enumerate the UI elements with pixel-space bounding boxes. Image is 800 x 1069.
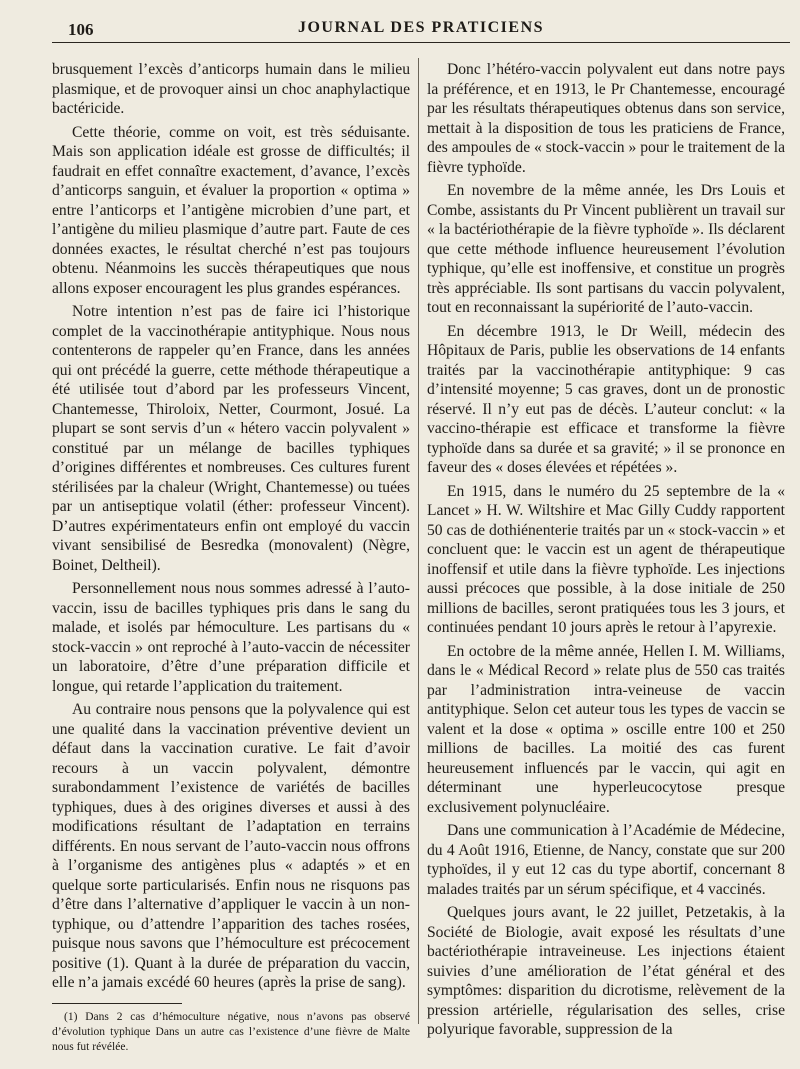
paragraph: Cette théorie, comme on voit, est très séduisante. Mais son application idéale est grosse de difficultés; il faudrait en effet connaître exactement, d’avance, l’excès d’anticorps sanguin, et évaluer la proportion « optima » entre l’anticorps et l’antigène microbien d’une part, et l’antigène du milieu plasmique d’autre part. Faute de ces données exactes, le résultat cherché n’est pas toujours obtenu. Néanmoins les succès thérapeutiques que nous allons exposer encouragent les plus grandes espérances.	[52, 123, 410, 297]
paragraph: En novembre de la même année, les Drs Louis et Combe, assistants du Pr Vincent publièrent un travail sur « la bactériothérapie de la fièvre typhoïde ». Ils déclarent que cette méthode influence heureusement l’évolution typhique, qu’elle est inoffensive, et constitue un progrès très appréciable. Ils sont partisans du vaccin polyvalent, tout en reconnaissant la supériorité de l’auto-vaccin.	[427, 182, 785, 316]
paragraph: Quelques jours avant, le 22 juillet, Petzetakis, à la Société de Biologie, avait exposé les résultats d’une bactériothérapie intraveineuse. Les injections étaient suivies d’une amélioration de l’état général et des symptômes: disparition du dicrotisme, relèvement de la pression artérielle, régularisation des selles, crise polyurique favorable, suppression de la	[427, 904, 785, 1038]
paragraph: En décembre 1913, le Dr Weill, médecin des Hôpitaux de Paris, publie les observations de 14 enfants traités par la vaccinothérapie antityphique: 9 cas d’intensité moyenne; 5 cas graves, dont un de pronostic réservé. Il n’y eut pas de décès. L’auteur conclut: « la vaccino-thérapie est efficace et transforme la fièvre typhoïde dans sa durée et sa gravité; » il se prononce en faveur des « doses élevées et répétées ».	[427, 322, 785, 476]
paragraph: Dans une communication à l’Académie de Médecine, du 4 Août 1916, Etienne, de Nancy, constate que sur 200 typhoïdes, il y eut 12 cas du type abortif, concernant 8 malades traités par un sérum spécifique, et 4 vaccinés.	[427, 822, 785, 898]
page-number: 106	[68, 20, 94, 39]
paragraph: Notre intention n’est pas de faire ici l’historique complet de la vaccinothérapie antityphique. Nous nous contenterons de rappeler qu’en France, dans les années qui ont précédé la guerre, cette méthode thérapeutique a été utilisée tout d’abord par les professeurs Vincent, Chantemesse, Thiroloix, Netter, Courmont, Josué. La plupart se sont servis d’un « hétero vaccin polyvalent » constitué par un mélange de bacilles typhiques d’origines différentes et nombreuses. Ces cultures furent stérilisées par la chaleur (Wright, Chantemesse) ou tuées par un antiseptique volatil (éther: professeur Vincent). D’autres expérimentateurs enfin ont employé du vaccin vivant sensibilisé de Besredka (monovalent) (Nègre, Boinet, Deltheil).	[52, 303, 410, 574]
column-divider	[418, 58, 419, 1024]
running-head-title: JOURNAL DES PRATICIENS	[297, 19, 545, 36]
right-column	[427, 60, 785, 1049]
paragraph: Personnellement nous nous sommes adressé à l’auto-vaccin, issu de bacilles typhiques pris dans le sang du malade, et isolés par hémoculture. Les partisans du « stock-vaccin » ont reproché à l’auto-vaccin de nécessiter un laboratoire, d’être d’une préparation difficile et longue, qui retarde l’application du traitement.	[52, 580, 410, 695]
paragraph: En octobre de la même année, Hellen I. M. Williams, dans le « Médical Record » relate plus de 550 cas traités par l’administration intra-veineuse de vaccin antityphique. Selon cet auteur tous les types de vaccin se valent et la dose « optima » oscille entre 100 et 250 millions de bacilles. La moitié des cas furent heureusement influencés par le vaccin, qui agit en déterminant une hyperleucocytose presque exclusivement polynucléaire.	[427, 642, 785, 816]
footnote-divider	[52, 1003, 182, 1004]
paragraph: brusquement l’excès d’anticorps humain dans le milieu plasmique, et de provoquer ainsi un choc anaphylactique bactéricide.	[52, 61, 410, 117]
page-header	[52, 14, 790, 43]
paragraph: Au contraire nous pensons que la polyvalence qui est une qualité dans la vaccination préventive devient un défaut dans la vaccination curative. Le fait d’avoir recours à un vaccin polyvalent, démontre surabondamment l’existence de variétés de bacilles typhiques, dues à des origines diverses et aussi à des modifications résultant de l’adaptation en terrains différents. En nous servant de l’auto-vaccin nous offrons à l’organisme des antigènes plus « adaptés » et en quelque sorte particularisés. Enfin nous ne risquons pas d’être dans l’alternative d’appliquer le vaccin à un non-typhique, ou d’attendre l’apparition des taches rosées, puisque nous savons que l’hémoculture est précocement positive (1). Quant à la durée de préparation du vaccin, elle n’a jamais excédé 60 heures (après la prise de sang).	[52, 701, 410, 991]
left-column	[52, 60, 410, 1053]
paragraph: En 1915, dans le numéro du 25 septembre de la « Lancet » H. W. Wiltshire et Mac Gilly Cuddy rapportent 50 cas de dothiénenterie traités par un « stock-vaccin » et concluent que: le vaccin est un agent de thérapeutique inoffensif et utile dans la fièvre typhoïde. Les injections aussi précoces que possible, à la dose initiale de 250 millions de bacilles, seront pratiquées tous les 3 jours, et continuées pendant 10 jours après le retour à l’apyrexie.	[427, 482, 785, 636]
paragraph: Donc l’hétéro-vaccin polyvalent eut dans notre pays la préférence, et en 1913, le Pr Chantemesse, encouragé par les résultats thérapeutiques obtenus dans son service, mettait à la disposition de tous les praticiens de France, des ampoules de « stock-vaccin » pour le traitement de la fièvre typhoïde.	[427, 61, 785, 176]
footnote: (1) Dans 2 cas d’hémoculture négative, nous n’avons pas observé d’évolution typhique Dans un autre cas l’existence d’une fièvre de Malte nous fut révélée.	[52, 1010, 410, 1053]
